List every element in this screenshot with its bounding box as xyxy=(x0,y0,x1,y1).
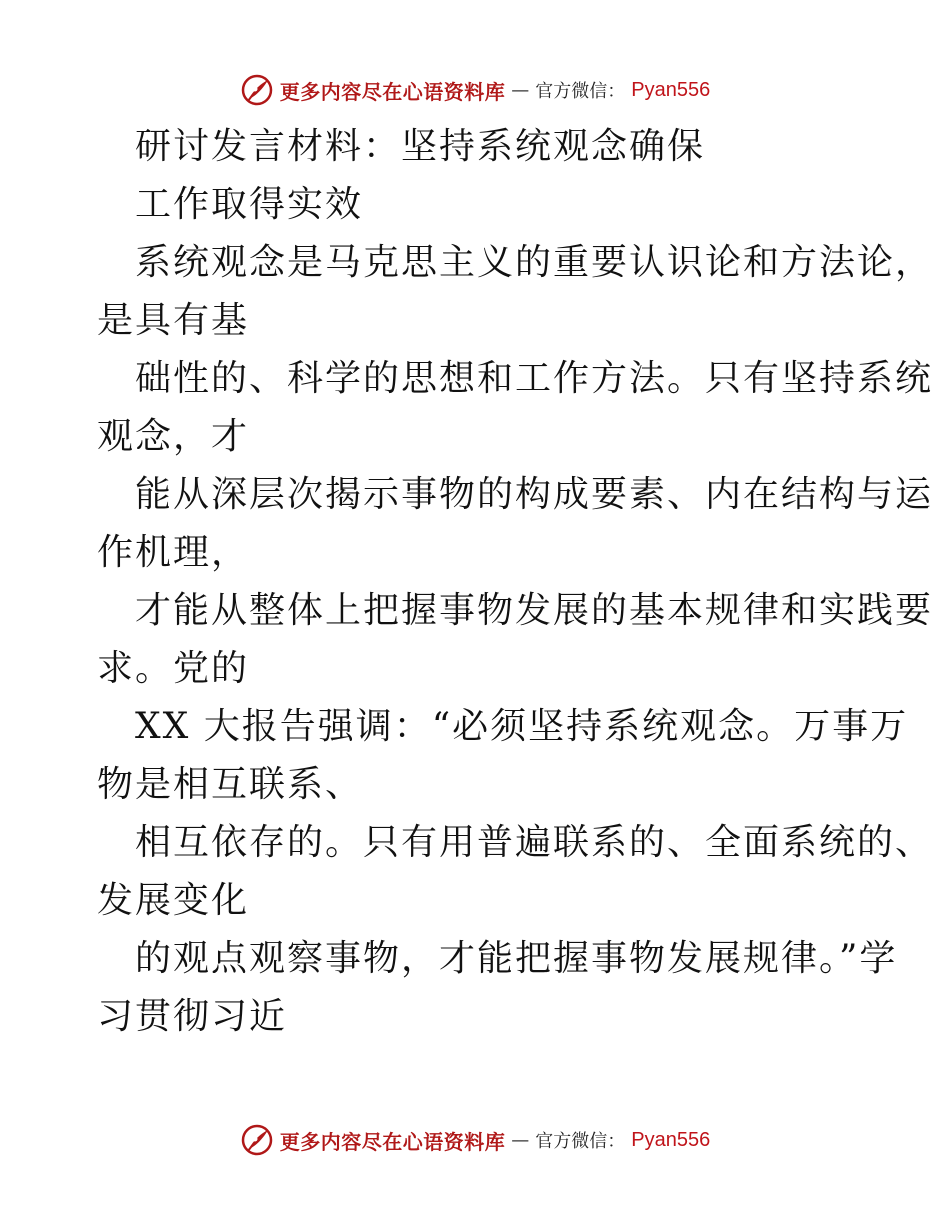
paragraph-line: 物是相互联系、 xyxy=(97,764,364,805)
footer-banner xyxy=(0,1120,950,1160)
paragraph-line: 是具有基 xyxy=(97,300,250,341)
paragraph-line: 作机理， xyxy=(97,532,250,573)
wechat-label: 官方微信： xyxy=(535,81,626,102)
paragraph-line: 发展变化 xyxy=(97,880,250,921)
paragraph-line: 求。党的 xyxy=(97,648,250,689)
feather-pen-logo-icon xyxy=(240,73,274,107)
paragraph-line: XX 大报告强调：“必须坚持系统观念。万事万 xyxy=(135,706,909,747)
paragraph-line: 才能从整体上把握事物发展的基本规律和实践要 xyxy=(135,590,934,631)
wechat-id: Pyan556 xyxy=(631,78,711,101)
banner-separator: — xyxy=(511,79,530,101)
feather-pen-logo-icon xyxy=(240,1123,274,1157)
paragraph-line: 的观点观察事物，才能把握事物发展规律。”学 xyxy=(135,938,898,979)
document-title-line-2: 工作取得实效 xyxy=(135,184,364,225)
paragraph-line: 相互依存的。只有用普遍联系的、全面系统的、 xyxy=(135,822,934,863)
banner-separator: — xyxy=(511,1129,530,1151)
promo-text: 更多内容尽在心语资料库 xyxy=(279,79,506,104)
paragraph-line: 础性的、科学的思想和工作方法。只有坚持系统 xyxy=(135,358,934,399)
paragraph-line: 系统观念是马克思主义的重要认识论和方法论， xyxy=(135,242,934,283)
wechat-label: 官方微信： xyxy=(535,1131,626,1152)
paragraph-line: 习贯彻习近 xyxy=(97,996,288,1037)
document-title-line-1: 研讨发言材料：坚持系统观念确保 xyxy=(135,126,706,167)
paragraph-line: 能从深层次揭示事物的构成要素、内在结构与运 xyxy=(135,474,934,515)
paragraph-line: 观念，才 xyxy=(97,416,250,457)
wechat-id: Pyan556 xyxy=(631,1128,711,1151)
promo-text: 更多内容尽在心语资料库 xyxy=(279,1129,506,1154)
header-banner xyxy=(0,70,950,110)
